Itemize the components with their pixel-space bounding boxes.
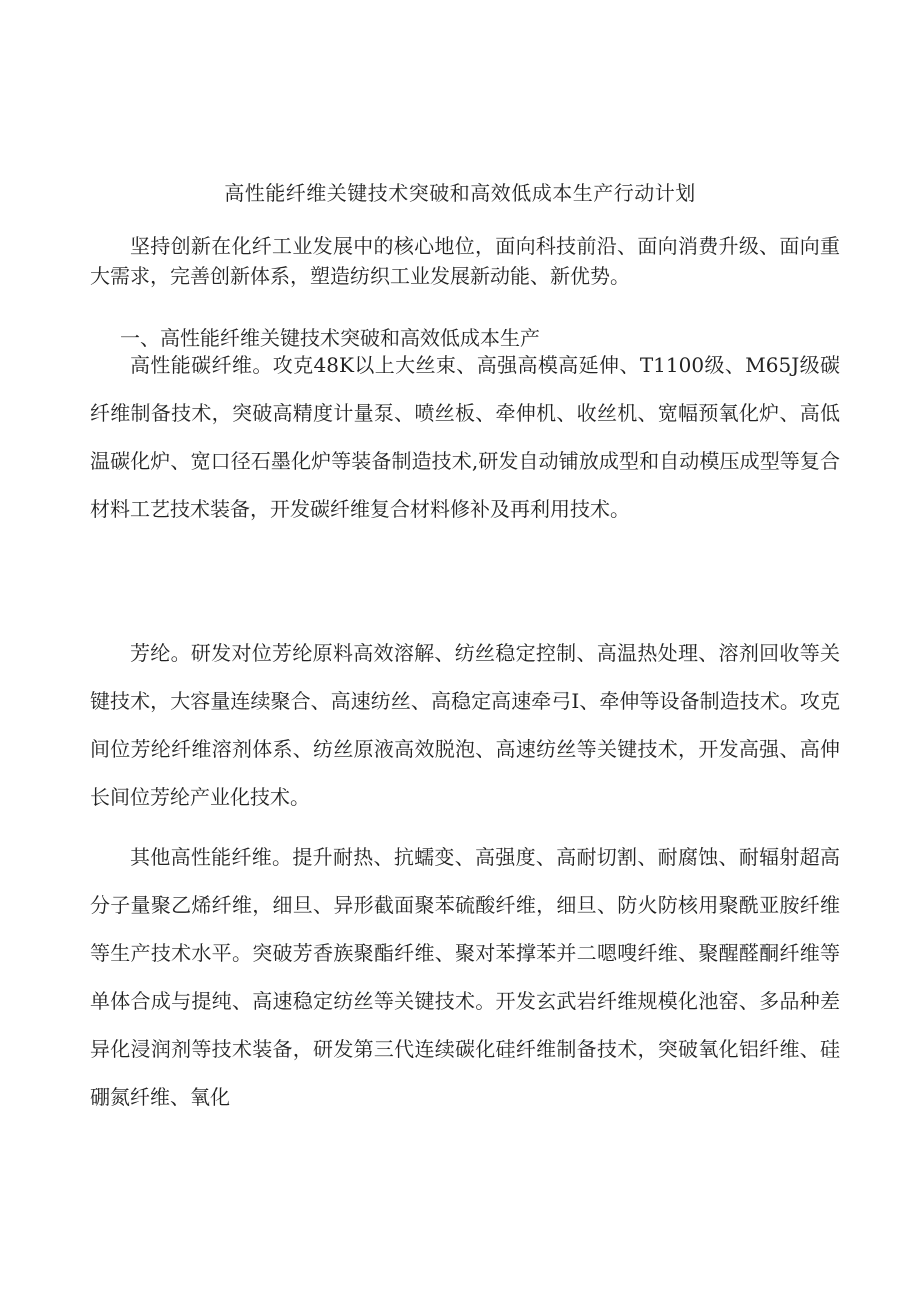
section-heading: 一、高性能纤维关键技术突破和高效低成本生产 bbox=[120, 326, 540, 350]
carbon-fiber-paragraph: 高性能碳纤维。攻克48K以上大丝束、高强高模高延伸、T1100级、M65J级碳纤维制备技术，突破高精度计量泵、喷丝板、牵伸机、收丝机、宽幅预氧化炉、高低温碳化炉、宽口径石墨化炉等装备制造技术,研发自动铺放成型和自动模压成型等复合材料工艺技术装备，开发碳纤维复合材料修补及再利用技术。 bbox=[90, 353, 840, 521]
intro-paragraph: 坚持创新在化纤工业发展中的核心地位，面向科技前沿、面向消费升级、面向重大需求，完善创新体系，塑造纺织工业发展新动能、新优势。 bbox=[90, 234, 840, 288]
document-title: 高性能纤维关键技术突破和高效低成本生产行动计划 bbox=[224, 181, 696, 205]
other-fibers-paragraph: 其他高性能纤维。提升耐热、抗蠕变、高强度、高耐切割、耐腐蚀、耐辐射超高分子量聚乙烯纤维，细旦、异形截面聚苯硫酸纤维，细旦、防火防核用聚酰亚胺纤维等生产技术水平。突破芳香族聚酯纤维、聚对苯撑苯并二嗯嗖纤维、聚醒醛酮纤维等单体合成与提纯、高速稳定纺丝等关键技术。开发玄武岩纤维规模化池窑、多品种差异化浸润剂等技术装备，研发第三代连续碳化硅纤维制备技术，突破氧化铝纤维、硅硼氮纤维、氧化 bbox=[90, 845, 840, 1109]
aramid-paragraph: 芳纶。研发对位芳纶原料高效溶解、纺丝稳定控制、高温热处理、溶剂回收等关键技术，大容量连续聚合、高速纺丝、高稳定高速牵弓I、牵伸等设备制造技术。攻克间位芳纶纤维溶剂体系、纺丝原液高效脱泡、高速纺丝等关键技术，开发高强、高伸长间位芳纶产业化技术。 bbox=[90, 641, 840, 809]
